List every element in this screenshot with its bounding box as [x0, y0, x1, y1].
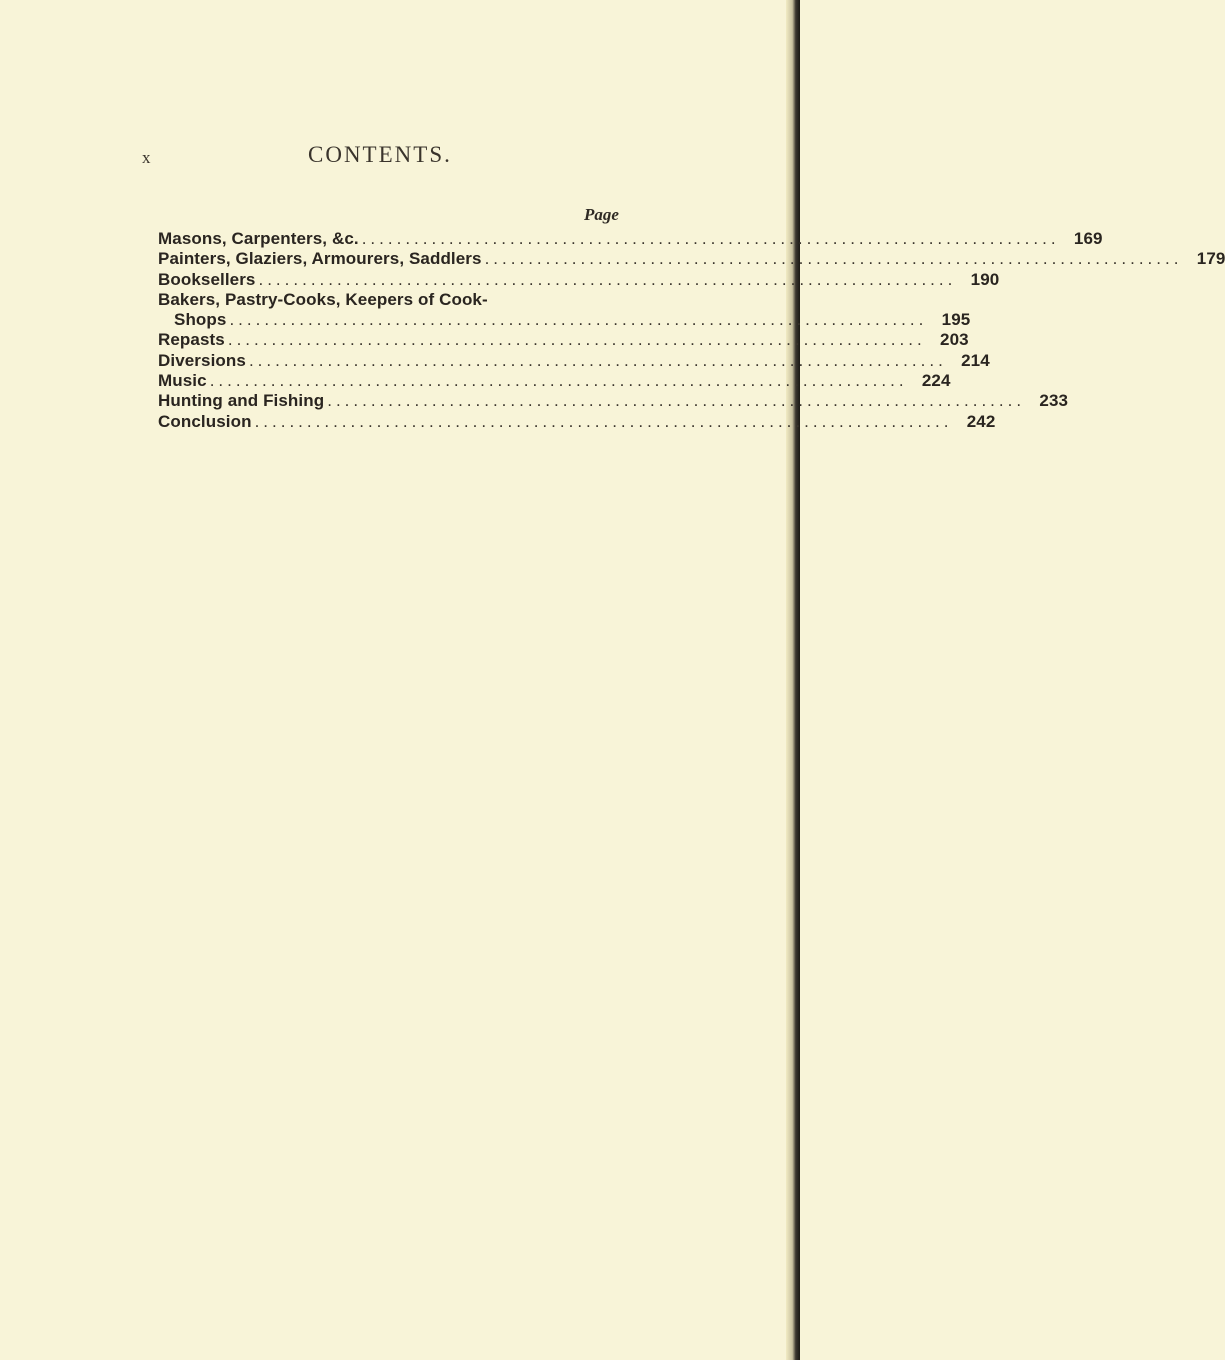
toc-entry-title: Diversions [158, 350, 246, 370]
toc-entry-page: 224 [921, 371, 951, 391]
toc-entry-continuation [158, 310, 971, 330]
leader-dots: ................................................................................ [361, 229, 1060, 248]
leader-dots: ................................................................................ [229, 310, 928, 330]
toc-entry [158, 330, 969, 350]
toc-entry-title: Masons, Carpenters, &c. [158, 229, 359, 248]
toc-entry [158, 411, 996, 432]
toc-entry [158, 269, 1000, 290]
toc-entry [158, 350, 990, 371]
toc-entry-title: Booksellers [158, 269, 256, 289]
toc-entry-title: Repasts [158, 330, 225, 350]
page-numeral: x [142, 148, 152, 167]
leader-dots: ................................................................................ [484, 249, 1183, 269]
toc-entry [158, 229, 1103, 249]
toc-entry [158, 249, 1225, 269]
toc-entry-page: 214 [961, 350, 990, 370]
toc-entry-page: 169 [1073, 229, 1103, 248]
toc-entry [158, 371, 951, 391]
toc-entry-title: Painters, Glaziers, Armourers, Saddlers [158, 249, 482, 269]
leader-dots: ................................................................................ [227, 330, 926, 350]
leader-dots: ................................................................................ [258, 269, 957, 289]
toc-entry-page: 242 [966, 411, 996, 431]
page-column-label: Page [584, 205, 619, 224]
toc-entry-title: Conclusion [158, 411, 252, 431]
toc-entry [158, 391, 1069, 411]
toc-entry-title: Bakers, Pastry-Cooks, Keepers of Cook- [158, 289, 488, 309]
toc-entry-title: Music [158, 371, 207, 391]
leader-dots: ................................................................................ [254, 411, 953, 431]
table-of-contents [158, 229, 1225, 432]
running-head: CONTENTS. [308, 142, 452, 167]
toc-entry-page: 233 [1039, 391, 1069, 411]
toc-entry-title: Hunting and Fishing [158, 391, 325, 411]
toc-entry-page: 190 [970, 269, 1000, 289]
toc-entry-title-continued: Shops [174, 310, 227, 330]
leader-dots: ................................................................................ [327, 391, 1026, 411]
leader-dots: ................................................................................ [209, 371, 908, 391]
toc-entry [158, 289, 971, 331]
leader-dots: ................................................................................ [248, 350, 947, 370]
page-edge [786, 0, 800, 1360]
toc-entry-page: 179 [1196, 249, 1225, 269]
toc-entry-page: 203 [940, 330, 969, 350]
page-header [0, 142, 800, 178]
toc-entry-page: 195 [941, 310, 971, 330]
